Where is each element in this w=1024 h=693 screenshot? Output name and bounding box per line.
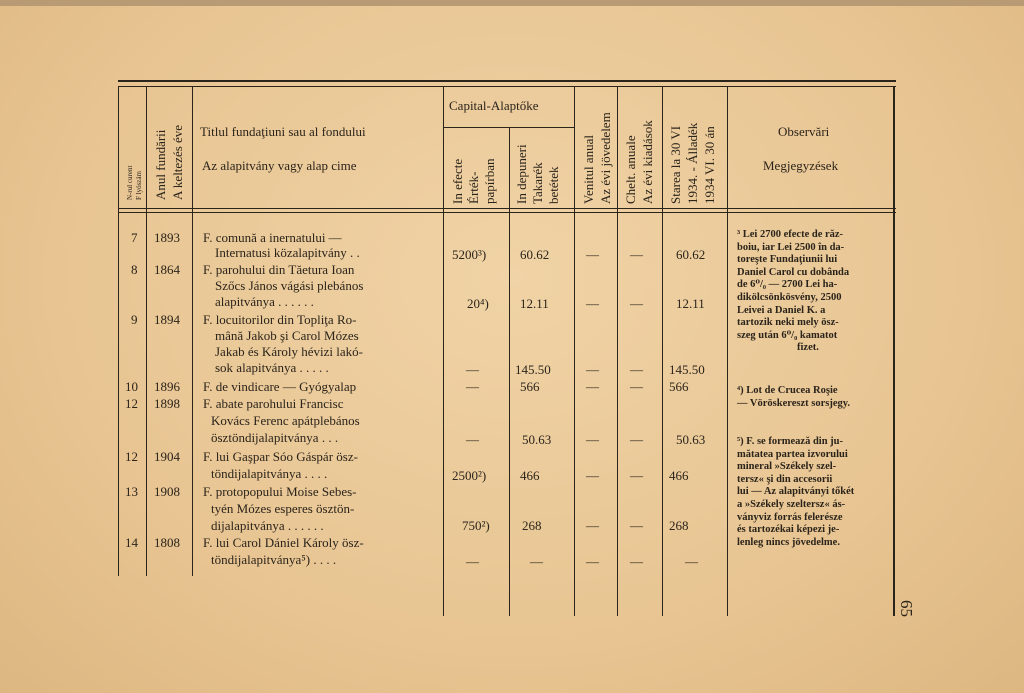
row-chelt: — <box>630 518 643 533</box>
row-starea: 466 <box>669 468 689 483</box>
row-efecte: — <box>466 432 479 447</box>
row-nr: 9 <box>131 312 138 327</box>
header-year: Anul fundării A keltezés éve <box>153 124 185 200</box>
row-year: 1808 <box>154 535 180 550</box>
row-venit: — <box>586 468 599 483</box>
page-number: 65 <box>897 600 916 617</box>
row-title: F. de vindicare — Gyógyalap <box>203 379 357 394</box>
header-efecte: In efecte Érték- papírban <box>450 158 497 204</box>
header-venit: Venitul anual Az évi jövedelem <box>581 112 613 204</box>
row-title: F. locuitorilor din Topliţa Ro- <box>203 312 357 327</box>
scan-edge <box>0 0 1024 6</box>
row-venit: — <box>586 518 599 533</box>
row-nr: 10 <box>125 379 138 394</box>
row-title: ösztöndijalapitványa . . . <box>211 430 339 445</box>
row-starea: 566 <box>669 379 689 394</box>
row-depuneri: 50.63 <box>522 432 552 447</box>
row-title: Szőcs János vágási plebános <box>215 278 364 293</box>
row-year: 1893 <box>154 230 180 245</box>
row-title: Jakab és Károly hévizi lakó- <box>215 344 364 359</box>
row-efecte: 750²) <box>462 518 490 533</box>
row-year: 1908 <box>154 484 180 499</box>
row-starea: — <box>685 554 698 569</box>
row-title: tyén Mózes esperes ösztön- <box>211 501 355 516</box>
row-chelt: — <box>630 379 643 394</box>
row-depuneri: 145.50 <box>515 362 551 377</box>
row-efecte: — <box>466 554 479 569</box>
row-chelt: — <box>630 432 643 447</box>
row-chelt: — <box>630 296 643 311</box>
row-title: sok alapitványa . . . . . <box>215 360 329 375</box>
row-chelt: — <box>630 362 643 377</box>
footnote-3: ³ Lei 2700 efecte de răz- boiu, iar Lei 2500 în da- toreşte Fundaţiunii lui Daniel Carol cu dobânda de 6⁰/₀ — 2700 Lei ha- dikölcsönkösvény, 2500 Leivei a Daniel K. a tartozik neki mely ösz- szeg után 6⁰/₀ kamatot fizet. <box>737 229 850 354</box>
row-year: 1898 <box>154 396 180 411</box>
row-starea: 60.62 <box>676 247 706 262</box>
row-nr: 12 <box>125 396 138 411</box>
row-depuneri: — <box>530 554 543 569</box>
row-nr: 12 <box>125 449 138 464</box>
row-venit: — <box>586 432 599 447</box>
header-obs-hu: Megjegyzések <box>763 158 839 173</box>
row-year: 1904 <box>154 449 180 464</box>
header-depuneri: In depuneri Takarék betétek <box>514 144 561 204</box>
row-depuneri: 268 <box>522 518 542 533</box>
row-venit: — <box>586 554 599 569</box>
row-title: F. comună a inernatului — <box>203 230 342 245</box>
row-efecte: 2500²) <box>452 468 487 483</box>
row-venit: — <box>586 379 599 394</box>
row-chelt: — <box>630 247 643 262</box>
row-year: 1894 <box>154 312 180 327</box>
row-venit: — <box>586 296 599 311</box>
row-efecte: 20⁴) <box>467 296 489 311</box>
row-year: 1864 <box>154 262 180 277</box>
row-title: dijalapitványa . . . . . . <box>211 518 324 533</box>
row-title: F. lui Gaşpar Sóo Gáspár ösz- <box>203 449 358 464</box>
row-title: F. lui Carol Dániel Károly ösz- <box>203 535 364 550</box>
row-title: töndijalapitványa⁵) . . . . <box>211 552 337 567</box>
header-title-ro: Titlul fundaţiuni sau al fondului <box>200 124 366 139</box>
row-nr: 7 <box>131 230 138 245</box>
row-depuneri: 60.62 <box>520 247 550 262</box>
row-nr: 14 <box>125 535 138 550</box>
row-depuneri: 12.11 <box>520 296 549 311</box>
row-nr: 8 <box>131 262 138 277</box>
row-starea: 12.11 <box>676 296 705 311</box>
row-chelt: — <box>630 554 643 569</box>
header-capital: Capital-Alaptőke <box>449 98 539 113</box>
row-year: 1896 <box>154 379 180 394</box>
row-title: Internatusi közalapitvány . . <box>215 245 360 260</box>
header-starea: Starea la 30 VI 1934. - Álladék 1934 VI. 30 án <box>668 122 717 204</box>
row-efecte: 5200³) <box>452 247 487 262</box>
row-depuneri: 466 <box>520 468 540 483</box>
row-title: Kovács Ferenc apátplebános <box>211 413 360 428</box>
row-title: alapitványa . . . . . . <box>215 294 314 309</box>
row-starea: 268 <box>669 518 689 533</box>
row-efecte: — <box>466 379 479 394</box>
row-starea: 50.63 <box>676 432 706 447</box>
header-obs-ro: Observări <box>778 124 830 139</box>
row-nr: 13 <box>125 484 138 499</box>
header-nr: N-rul curent F lyószám <box>126 165 143 200</box>
footnote-5: ⁵) F. se formează din ju- mătatea partea izvorului mineral »Székely szel- tersz« şi din accesorii lui — Az alapitványi tőkét a »Székely szeltersz« ás- ványviz forrás felerésze és tartozékai képezi je- lenleg nincs jövedelme. <box>737 436 855 548</box>
footnote-4: ⁴) Lot de Crucea Roşie — Vöröskereszt sorsjegy. <box>737 385 851 409</box>
row-title: mână Jakob şi Carol Mózes <box>215 328 359 343</box>
row-title: F. protopopului Moise Sebes- <box>203 484 357 499</box>
row-title: F. parohului din Tăetura Ioan <box>203 262 355 277</box>
header-chelt: Chelt. anuale Az évi kiadások <box>623 120 655 204</box>
row-starea: 145.50 <box>669 362 705 377</box>
header-title-hu: Az alapitvány vagy alap cime <box>202 158 357 173</box>
row-depuneri: 566 <box>520 379 540 394</box>
row-venit: — <box>586 362 599 377</box>
row-title: F. abate parohului Francisc <box>203 396 344 411</box>
row-venit: — <box>586 247 599 262</box>
row-title: töndijalapitványa . . . . <box>211 466 328 481</box>
row-chelt: — <box>630 468 643 483</box>
row-efecte: — <box>466 362 479 377</box>
